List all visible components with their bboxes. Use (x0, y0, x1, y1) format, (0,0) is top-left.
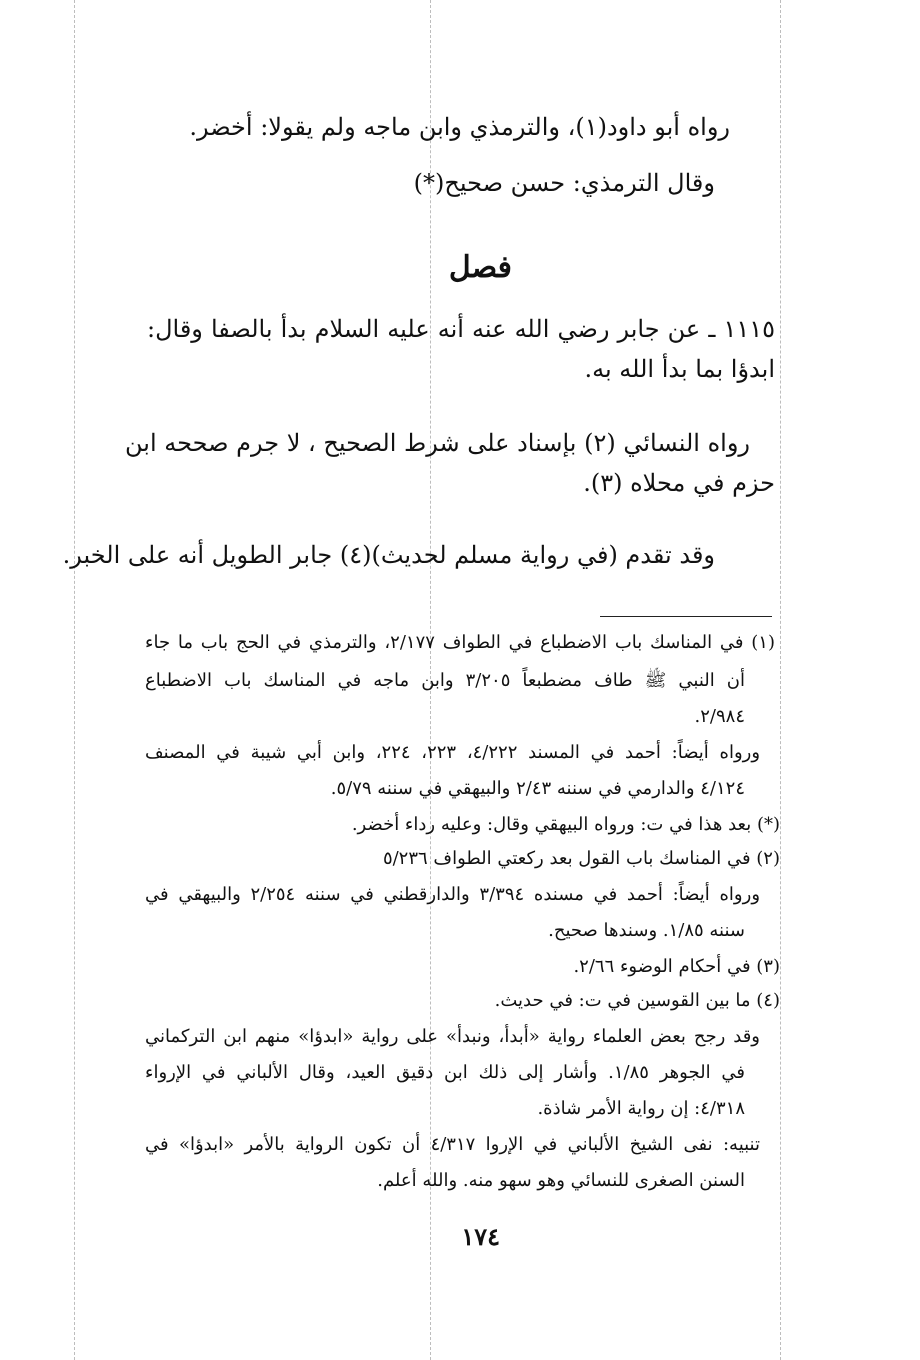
footnote-4b-line1: وقد رجح بعض العلماء رواية «أبدأ، ونبدأ» على رواية «ابدؤا» منهم ابن التركماني (145, 1026, 760, 1047)
margin-guide-right (780, 0, 781, 1360)
footnote-1b-line1: ورواه أيضاً: أحمد في المسند ٤/٢٢٢، ٢٢٣، ٢٢٤، وابن أبي شيبة في المصنف (145, 742, 761, 763)
footnote-2b-line1: ورواه أيضاً: أحمد في مسنده ٣/٣٩٤ والدارقطني في سننه ٢/٢٥٤ والبيهقي في (145, 884, 761, 905)
paragraph-nasai-line1: رواه النسائي (٢) بإسناد على شرط الصحيح ، لا جرم صححه ابن (125, 429, 750, 457)
paragraph-tirmidhi: وقال الترمذي: حسن صحيح(*) (413, 169, 715, 197)
paragraph-nasai-line2: حزم في محلاه (٣). (583, 469, 775, 497)
paragraph-muslim: وقد تقدم (في رواية مسلم لحديث)(٤) جابر الطويل أنه على الخبر. (62, 541, 715, 569)
footnote-star: (*) بعد هذا في ت: ورواه البيهقي وقال: وعليه رداء أخضر. (351, 814, 780, 835)
margin-guide-left (74, 0, 75, 1360)
footnote-1-line1: (١) في المناسك باب الاضطباع في الطواف ٢/١٧٧، والترمذي في الحج باب ما جاء (145, 632, 775, 653)
footnote-1-line3: ٢/٩٨٤. (694, 706, 745, 727)
section-heading: فصل (448, 250, 512, 285)
footnote-3: (٣) في أحكام الوضوء ٢/٦٦. (573, 956, 780, 977)
footnote-2b-line2: سننه ١/٨٥. وسندها صحيح. (548, 920, 745, 941)
footnote-4c-line1: تنبيه: نفى الشيخ الألباني في الإروا ٤/٣١٧ أن تكون الرواية بالأمر «ابدؤا» في (145, 1134, 760, 1155)
footnote-separator (600, 616, 772, 617)
footnote-4c-line2: السنن الصغرى للنسائي وهو سهو منه. والله أعلم. (377, 1170, 745, 1191)
footnote-4b-line2: في الجوهر ١/٨٥. وأشار إلى ذلك ابن دقيق العيد، وقال الألباني في الإرواء (145, 1062, 745, 1083)
page-number: ١٧٤ (461, 1222, 500, 1251)
footnote-4b-line3: ٤/٣١٨: إن رواية الأمر شاذة. (537, 1098, 745, 1119)
footnote-1-line2: أن النبي ﷺ طاف مضطبعاً ٣/٢٠٥ وابن ماجه في المناسك باب الاضطباع (145, 670, 745, 691)
footnote-1b-line2: ٤/١٢٤ والدارمي في سننه ٢/٤٣ والبيهقي في سننه ٥/٧٩. (330, 778, 745, 799)
footnote-2-line1: (٢) في المناسك باب القول بعد ركعتي الطواف ٥/٢٣٦ (382, 848, 780, 869)
hadith-1115-line1: ١١١٥ ـ عن جابر رضي الله عنه أنه عليه السلام بدأ بالصفا وقال: (147, 315, 775, 343)
footnote-4: (٤) ما بين القوسين في ت: في حديث. (494, 990, 780, 1011)
hadith-1115-line2: ابدؤا بما بدأ الله به. (584, 355, 775, 383)
paragraph-narration: رواه أبو داود(١)، والترمذي وابن ماجه ولم يقولا: أخضر. (189, 113, 730, 141)
